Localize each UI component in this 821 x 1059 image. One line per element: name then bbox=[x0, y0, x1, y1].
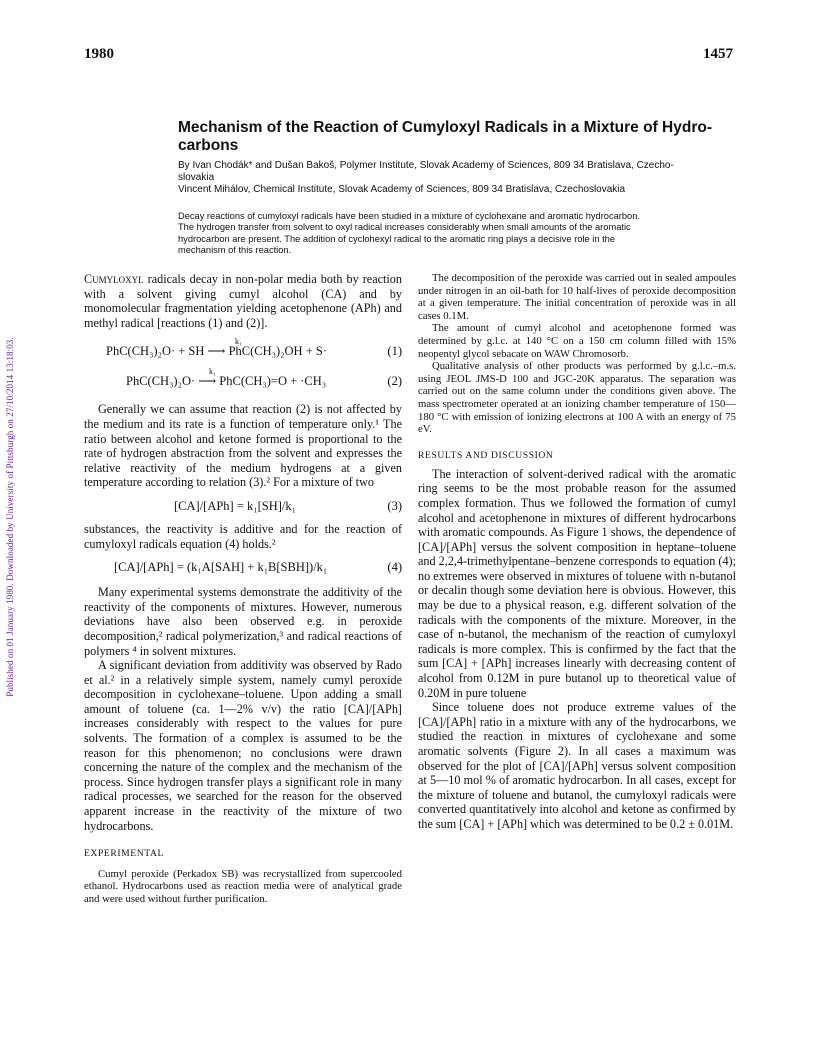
experimental-section bbox=[84, 868, 402, 906]
author-line-2: slovakia bbox=[178, 172, 215, 183]
title-line-1: Mechanism of the Reaction of Cumyloxyl Radicals in a Mixture of Hydro- bbox=[178, 119, 712, 136]
paragraph-4: Many experimental systems demonstrate the additivity of the reactivity of the components of mixtures. However, numerous deviations have also been observed e.g. in peroxide decomposition,² radical polymerization,³ and radical reactions of polymers ⁴ in solvent mixtures. bbox=[84, 585, 402, 658]
equation-4 bbox=[84, 557, 402, 581]
intro-paragraph bbox=[84, 272, 402, 330]
right-paragraph-3: Qualitative analysis of other products was performed by g.l.c.–m.s. using JEOL JMS-D 100 and JGC-20K apparatus. The separation was carried out on the same column under the conditions given above. The mass spectrometer operated at an ionizing chamber temperature of 150—180 °C with emission of ionizing electrons at 100 A with an energy of 75 eV. bbox=[418, 360, 736, 436]
equation-4-number: (4) bbox=[387, 560, 402, 575]
right-paragraph-2: The amount of cumyl alcohol and acetophenone formed was determined by g.l.c. at 140 °C on a 150 cm column filled with 15% neopentyl glycol sebacate on WAW Chromosorb. bbox=[418, 322, 736, 360]
equation-1-rate-constant: k₁ bbox=[235, 337, 242, 347]
right-paragraph-1: The decomposition of the peroxide was carried out in sealed ampoules under nitrogen in an oil-bath for 10 half-lives of peroxide decomposition at a given temperature. The initial concentration of peroxide was in all cases 0.1M. bbox=[418, 272, 736, 322]
equation-3-text: [CA]/[APh] = k₁[SH]/k₁ bbox=[174, 498, 297, 513]
results-heading: RESULTS AND DISCUSSION bbox=[418, 449, 554, 461]
experimental-text: Cumyl peroxide (Perkadox SB) was recrystallized from supercooled ethanol. Hydrocarbons used as reaction media were of analytical grade and were used without further purification. bbox=[84, 867, 402, 905]
equation-1-text: PhC(CH₃)₂O· + SH ⟶ PhC(CH₃)₂OH + S· bbox=[106, 344, 327, 359]
page-number: 1457 bbox=[703, 46, 733, 62]
right-paragraph-5: Since toluene does not produce extreme values of the [CA]/[APh] ratio in a mixture with any of the hydrocarbons, we studied the reaction in mixtures of cyclohexane and some aromatic solvents (Figure 2). In all cases a maximum was observed for the plot of [CA]/[APh] versus solvent composition at 5—10 mol % of aromatic hydrocarbon. In all cases, except for the mixture of toluene and butanol, the cumyloxyl radicals were converted quantitatively into alcohol and ketone as confirmed by the sum [CA] + [APh] which was determined to be 0.2 ± 0.01M. bbox=[418, 700, 736, 831]
right-paragraph-4: The interaction of solvent-derived radical with the aromatic ring seems to be the most probable reason for the assumed complex formation. Thus we followed the formation of cumyl alcohol and acetophenone in mixtures of different hydrocarbons with aromatic compounds. As Figure 1 shows, the dependence of [CA]/[APh] versus the solvent composition in heptane–toluene and 2,2,4-trimethylpentane–benzene corresponds to equation (4); no extremes were observed in mixtures of toluene with n-butanol or decalin though some deviation here is obvious. However, this may be due to a physical reason, e.g. different solvation of the radicals with the components of the mixture. Moreover, in the case of n-butanol, the mechanism of the reaction of cumyloxyl radicals is more complex. This is confirmed by the fact that the sum [CA] + [APh] increases linearly with decreasing content of alcohol from 0.12M in pure butanol up to theoretical value of 0.20M in pure toluene bbox=[418, 466, 736, 700]
abstract-line-3: hydrocarbon are present. The addition of cyclohexyl radical to the aromatic ring plays a decisive role in the bbox=[178, 233, 616, 244]
results-section bbox=[418, 467, 736, 832]
equation-3 bbox=[84, 496, 402, 518]
abstract bbox=[178, 211, 748, 257]
paragraph-5: A significant deviation from additivity was observed by Rado et al.² in a relatively simple system, namely cumyl peroxide decomposition in cyclohexane–toluene. Upon adding a small amount of toluene (ca. 1—2% v/v) the ratio [CA]/[APh] increases considerably with respect to the values for pure solvents. The formation of a complex is assumed to be the reason for this phenomenon; no conclusions were drawn concerning the nature of the complex and the mechanism of the process. Since hydrogen transfer plays a significant role in many radical processes, we searched for the reason for the observed apparent increase in the reactivity of the mixture of two hydrocarbons. bbox=[84, 658, 402, 833]
abstract-line-4: mechanism of this reaction. bbox=[178, 245, 292, 256]
equation-4-text: [CA]/[APh] = (k₁A[SAH] + k₁B[SBH])/k₁ bbox=[114, 560, 328, 575]
equation-1-number: (1) bbox=[387, 344, 402, 359]
experimental-heading: EXPERIMENTAL bbox=[84, 848, 164, 860]
equation-3-number: (3) bbox=[387, 498, 402, 513]
author-block bbox=[178, 160, 758, 196]
right-column bbox=[418, 272, 736, 832]
intro-lead: Cumyloxyl bbox=[84, 272, 144, 286]
left-column bbox=[84, 272, 402, 906]
title-line-2: carbons bbox=[178, 137, 239, 154]
intro-text: radicals decay in non-polar media both by reaction with a solvent giving cumyl alcohol (CA) and by monomolecular fragmentation yielding acetophenone (APh) and methyl radical [reactions (1) and (2)]. bbox=[84, 272, 402, 330]
equation-2 bbox=[84, 367, 402, 396]
equation-1 bbox=[84, 337, 402, 366]
equation-2-rate-constant: k₁ bbox=[209, 367, 216, 377]
paragraph-3: substances, the reactivity is additive and for the reaction of cumyloxyl radicals equation (4) holds.² bbox=[84, 521, 402, 551]
article-title bbox=[178, 119, 758, 155]
equation-2-text: PhC(CH₃)₂O· ⟶ PhC(CH₃)=O + ·CH₃ bbox=[126, 374, 327, 389]
paragraph-2: Generally we can assume that reaction (2) is not affected by the medium and its rate is a function of temperature only.¹ The ratio between alcohol and ketone formed is proportional to the rate of hydrogen abstraction from the solvent and expresses the relative reactivity of the medium hydrogens at a given temperature according to relation (3).² For a mixture of two bbox=[84, 402, 402, 490]
provenance-sidebar: Published on 01 January 1980. Downloaded by University of Pittsburgh on 27/10/2014 13:18:03. bbox=[5, 337, 15, 697]
abstract-line-1: Decay reactions of cumyloxyl radicals have been studied in a mixture of cyclohexane and aromatic hydrocarbon. bbox=[178, 211, 640, 221]
author-line-1: By Ivan Chodák* and Dušan Bakoš, Polymer Institute, Slovak Academy of Sciences, 809 34 Bratislava, Czecho- bbox=[178, 160, 674, 171]
abstract-line-2: The hydrogen transfer from solvent to oxyl radical increases considerably when small amounts of the aromatic bbox=[178, 222, 631, 233]
journal-year: 1980 bbox=[84, 46, 114, 62]
equation-2-number: (2) bbox=[387, 374, 402, 389]
experimental-continued bbox=[418, 272, 736, 436]
author-line-3: Vincent Mihálov, Chemical Institute, Slovak Academy of Sciences, 809 34 Bratislava, Czechoslovakia bbox=[178, 184, 626, 195]
